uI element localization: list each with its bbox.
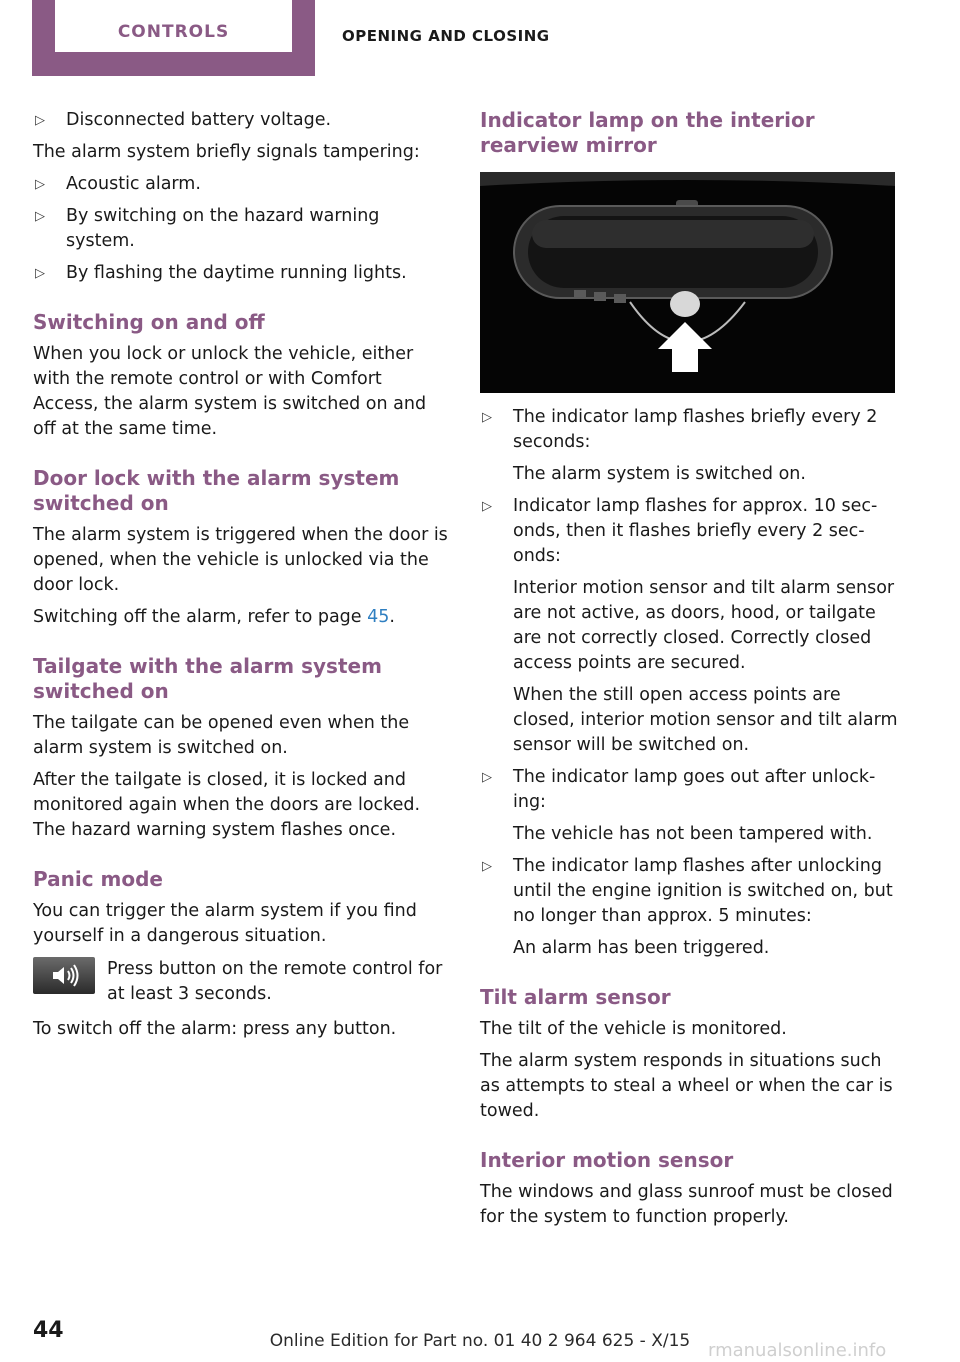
tailgate-text-1: The tailgate can be opened even when the alarm system is switched on. <box>33 713 410 758</box>
triangle-bullet-icon: ▷ <box>35 113 45 128</box>
speaker-icon <box>33 957 95 994</box>
list-item <box>480 854 898 929</box>
watermark: rmanualsonline.info <box>708 1340 887 1361</box>
door-reference-text: Switching off the alarm, refer to page <box>33 607 368 627</box>
heading-switching: Switching on and off <box>33 310 265 334</box>
heading-indicator-lamp: Indicator lamp on the interior rearview mirror <box>480 108 815 157</box>
door-reference <box>33 605 451 630</box>
panic-button-image <box>33 957 95 994</box>
list-item-text: The indicator lamp flashes after unlocking until the engine ignition is switched on, but no longer than approx. 5 minutes: <box>513 856 893 926</box>
list-item <box>33 108 451 133</box>
triangle-bullet-icon: ▷ <box>482 499 492 514</box>
tilt-text-2: The alarm system responds in situations such as attempts to steal a wheel or when the car is towed. <box>480 1051 893 1121</box>
panic-text: You can trigger the alarm system if you find yourself in a dangerous situation. <box>33 901 417 946</box>
page-number: 44 <box>33 1318 64 1343</box>
rearview-mirror-image <box>480 172 895 393</box>
tamper-intro: The alarm system briefly signals tampering: <box>33 142 420 162</box>
motion-text: The windows and glass sunroof must be closed for the system to function properly. <box>480 1182 893 1227</box>
heading-tilt-alarm: Tilt alarm sensor <box>480 985 671 1009</box>
list-item-detail: An alarm has been triggered. <box>513 938 770 958</box>
chapter-tab-label: CONTROLS <box>117 22 230 42</box>
tilt-text-1: The tilt of the vehicle is monitored. <box>480 1019 787 1039</box>
section-label: OPENING AND CLOSING <box>342 27 550 45</box>
right-column <box>480 108 898 1230</box>
page-link[interactable]: 45 <box>367 607 390 627</box>
panic-button-row <box>33 957 451 1007</box>
triangle-bullet-icon: ▷ <box>35 266 45 281</box>
edition-footer: Online Edition for Part no. 01 40 2 964 625 - X/15 <box>269 1331 691 1351</box>
list-item-text: By flashing the daytime running lights. <box>66 263 407 283</box>
door-reference-period: . <box>389 607 395 627</box>
list-item-text: The indicator lamp goes out after unlock‐ ing: <box>513 767 876 812</box>
list-item <box>33 204 451 254</box>
heading-door-lock: Door lock with the alarm system switched on <box>33 466 400 515</box>
list-item <box>480 765 898 815</box>
panic-off-text: To switch off the alarm: press any button. <box>33 1019 397 1039</box>
list-item <box>33 172 451 197</box>
list-item-detail: The vehicle has not been tampered with. <box>513 824 873 844</box>
tailgate-text-2: After the tailgate is closed, it is locked and monitored again when the doors are locked. The hazard warning system flashes once. <box>33 770 421 840</box>
list-item <box>480 405 898 455</box>
triangle-bullet-icon: ▷ <box>482 410 492 425</box>
list-item-text: By switching on the hazard warning system. <box>66 206 380 251</box>
list-item-detail: When the still open access points are closed, interior motion sensor and tilt alarm sensor will be switched on. <box>513 685 898 755</box>
heading-panic-mode: Panic mode <box>33 867 163 891</box>
list-item-detail: The alarm system is switched on. <box>513 464 806 484</box>
list-item-text: The indicator lamp flashes briefly every 2 seconds: <box>513 407 878 452</box>
triangle-bullet-icon: ▷ <box>35 209 45 224</box>
switching-text: When you lock or unlock the vehicle, either with the remote control or with Comfort Access, the alarm system is switched on and off at the same time. <box>33 344 427 439</box>
list-item <box>33 261 451 286</box>
list-item-detail: Interior motion sensor and tilt alarm sensor are not active, as doors, hood, or tailgate are not correctly closed. Correctly closed access points are secured. <box>513 578 895 673</box>
list-item-text: Disconnected battery voltage. <box>66 110 332 130</box>
heading-motion-sensor: Interior motion sensor <box>480 1148 734 1172</box>
left-column <box>33 108 451 1042</box>
list-item-text: Indicator lamp flashes for approx. 10 sec‐ onds, then it flashes briefly every 2 sec‐ onds: <box>513 496 878 566</box>
triangle-bullet-icon: ▷ <box>482 859 492 874</box>
list-item-text: Acoustic alarm. <box>66 174 201 194</box>
triangle-bullet-icon: ▷ <box>35 177 45 192</box>
panic-button-text: Press button on the remote control for at least 3 seconds. <box>107 959 443 1004</box>
heading-tailgate: Tailgate with the alarm system switched on <box>33 654 382 703</box>
list-item <box>480 494 898 569</box>
triangle-bullet-icon: ▷ <box>482 770 492 785</box>
door-text: The alarm system is triggered when the door is opened, when the vehicle is unlocked via the door lock. <box>33 525 448 595</box>
